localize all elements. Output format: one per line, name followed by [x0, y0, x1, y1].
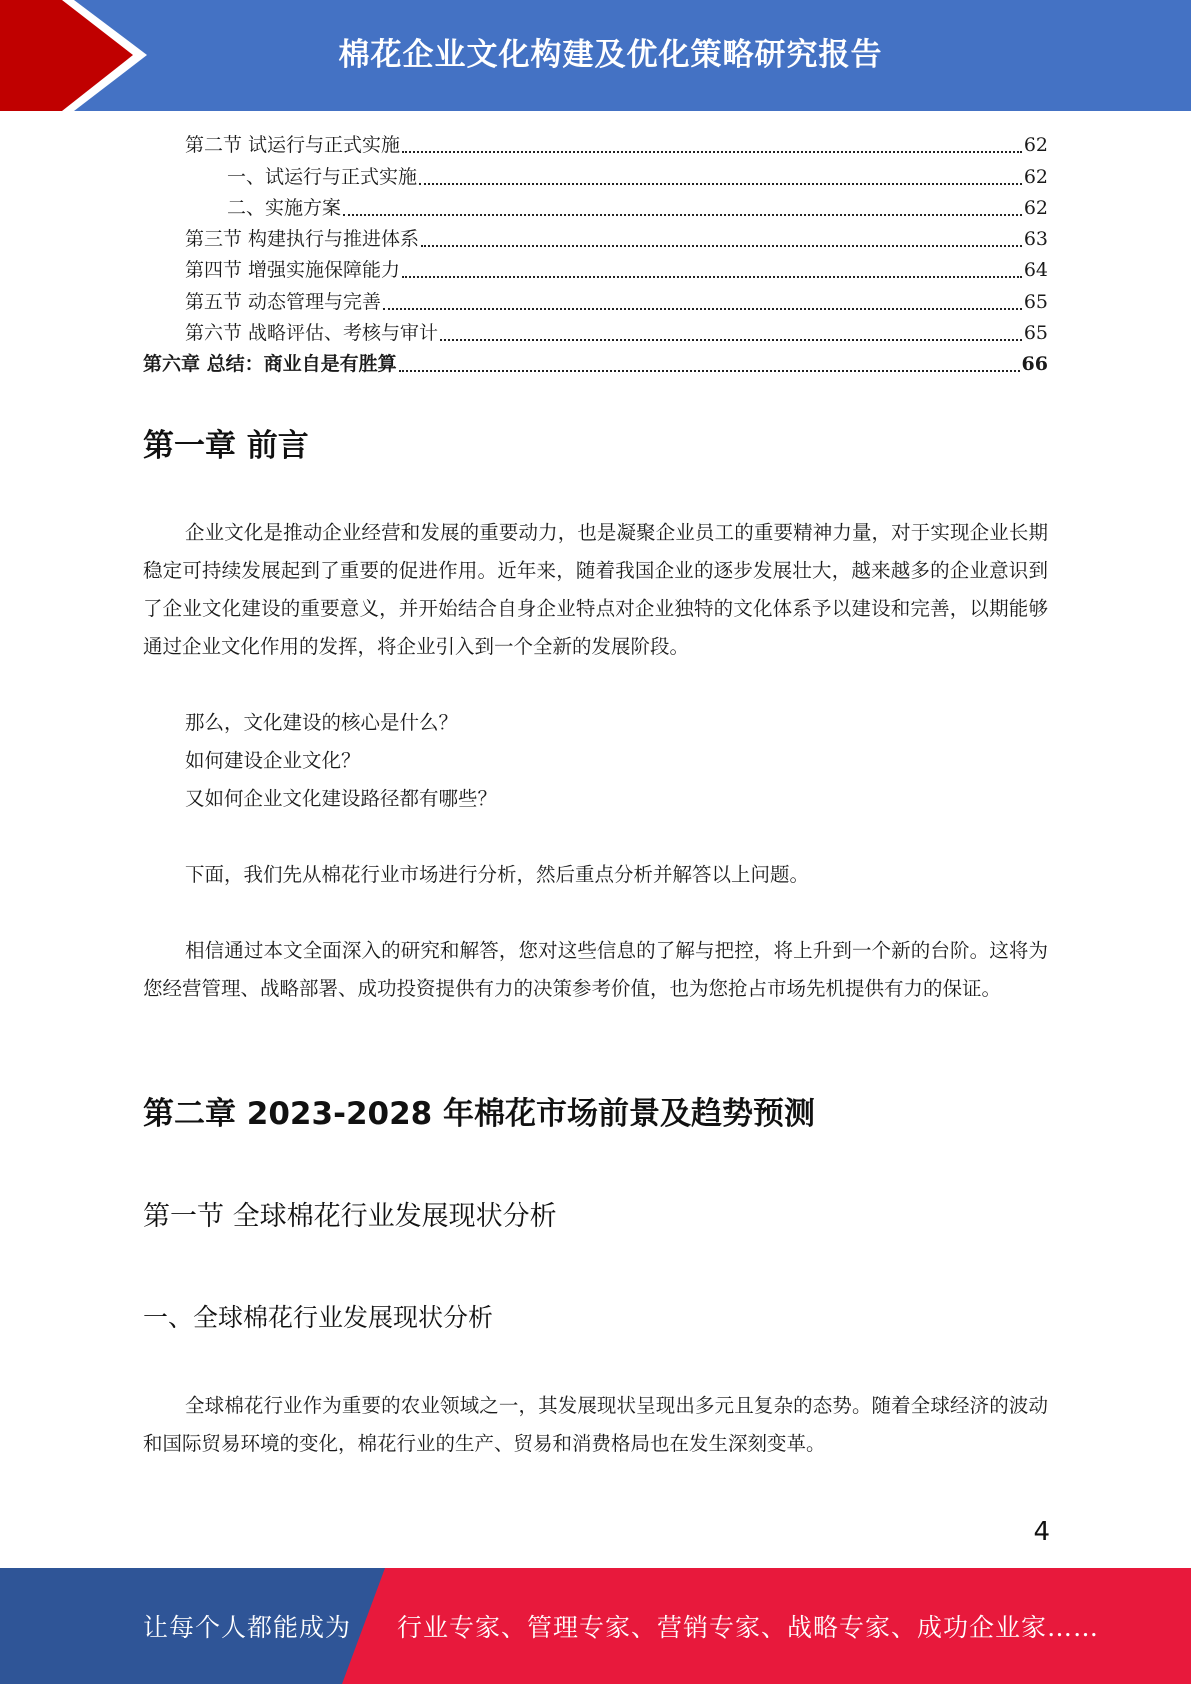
- toc-entry[interactable]: [143, 159, 1048, 190]
- toc-entry[interactable]: [143, 128, 1048, 159]
- toc-leader: [343, 206, 1022, 216]
- toc-entry-text: 第五节 动态管理与完善: [185, 290, 382, 313]
- toc-entry-text: 第四节 增强实施保障能力: [185, 259, 401, 282]
- chapter-2-heading: 第二章 2023-2028 年棉花市场前景及趋势预测: [143, 1096, 816, 1132]
- toc-entry[interactable]: [143, 347, 1048, 378]
- toc-entry-text: 第三节 构建执行与推进体系: [185, 228, 420, 251]
- page-number: 4: [1033, 1517, 1050, 1547]
- toc-leader: [402, 268, 1022, 278]
- toc-entry-page: 66: [1021, 353, 1048, 376]
- toc-entry[interactable]: [143, 191, 1048, 222]
- question-2: 如何建设企业文化？: [185, 749, 361, 772]
- toc-entry[interactable]: [143, 222, 1048, 253]
- toc-entry-text: 第二节 试运行与正式实施: [185, 134, 401, 157]
- toc-entry[interactable]: [143, 253, 1048, 284]
- report-title: 棉花企业文化构建及优化策略研究报告: [338, 36, 883, 73]
- toc-entry[interactable]: [143, 316, 1048, 347]
- toc-leader: [399, 362, 1020, 372]
- toc-entry-page: 63: [1023, 228, 1048, 251]
- footer-slogan-right: 行业专家、管理专家、营销专家、战略专家、成功企业家……: [397, 1613, 1100, 1642]
- toc-entry[interactable]: [143, 284, 1048, 315]
- toc-entry-page: 65: [1023, 290, 1048, 313]
- chapter-1-heading: 第一章 前言: [143, 428, 309, 464]
- toc-leader: [419, 175, 1022, 185]
- chapter-1-paragraph-1: 企业文化是推动企业经营和发展的重要动力，也是凝聚企业员工的重要精神力量，对于实现企业长期稳定可持续发展起到了重要的促进作用。近年来，随着我国企业的逐步发展壮大，越来越多的企业意识到了企业文化建设的重要意义，并开始结合自身企业特点对企业独特的文化体系予以建设和完善，以期能够通过企业文化作用的发挥，将企业引入到一个全新的发展阶段。: [143, 521, 1048, 658]
- table-of-contents: [143, 128, 1048, 378]
- chapter-1-paragraph-2: 下面，我们先从棉花行业市场进行分析，然后重点分析并解答以上问题。: [185, 863, 810, 886]
- toc-entry-page: 62: [1023, 165, 1048, 188]
- toc-entry-text: 第六节 战略评估、考核与审计: [185, 322, 439, 345]
- toc-leader: [440, 331, 1022, 341]
- toc-entry-page: 62: [1023, 196, 1048, 219]
- toc-entry-text: 二、实施方案: [227, 196, 342, 219]
- chapter-1-paragraph-3: 相信通过本文全面深入的研究和解答，您对这些信息的了解与把控，将上升到一个新的台阶。这将为您经营管理、战略部署、成功投资提供有力的决策参考价值，也为您抢占市场先机提供有力的保证。: [143, 939, 1048, 1000]
- section-heading: 第一节 全球棉花行业发展现状分析: [143, 1201, 557, 1232]
- toc-leader: [402, 143, 1022, 153]
- footer-banner: [0, 1568, 1191, 1684]
- question-3: 又如何企业文化建设路径都有哪些？: [185, 787, 498, 810]
- toc-entry-text: 第六章 总结：商业自是有胜算: [143, 353, 397, 376]
- header-banner: [0, 0, 1191, 111]
- footer-slogan-left: 让每个人都能成为: [143, 1613, 352, 1642]
- question-1: 那么，文化建设的核心是什么？: [185, 711, 459, 734]
- toc-entry-page: 62: [1023, 134, 1048, 157]
- chapter-2-paragraph-1: 全球棉花行业作为重要的农业领域之一，其发展现状呈现出多元且复杂的态势。随着全球经济的波动和国际贸易环境的变化，棉花行业的生产、贸易和消费格局也在发生深刻变革。: [143, 1394, 1048, 1455]
- subsection-heading: 一、全球棉花行业发展现状分析: [143, 1303, 494, 1332]
- toc-leader: [383, 300, 1022, 310]
- toc-entry-page: 65: [1023, 322, 1048, 345]
- toc-entry-page: 64: [1023, 259, 1048, 282]
- toc-entry-text: 一、试运行与正式实施: [227, 165, 418, 188]
- toc-leader: [421, 237, 1022, 247]
